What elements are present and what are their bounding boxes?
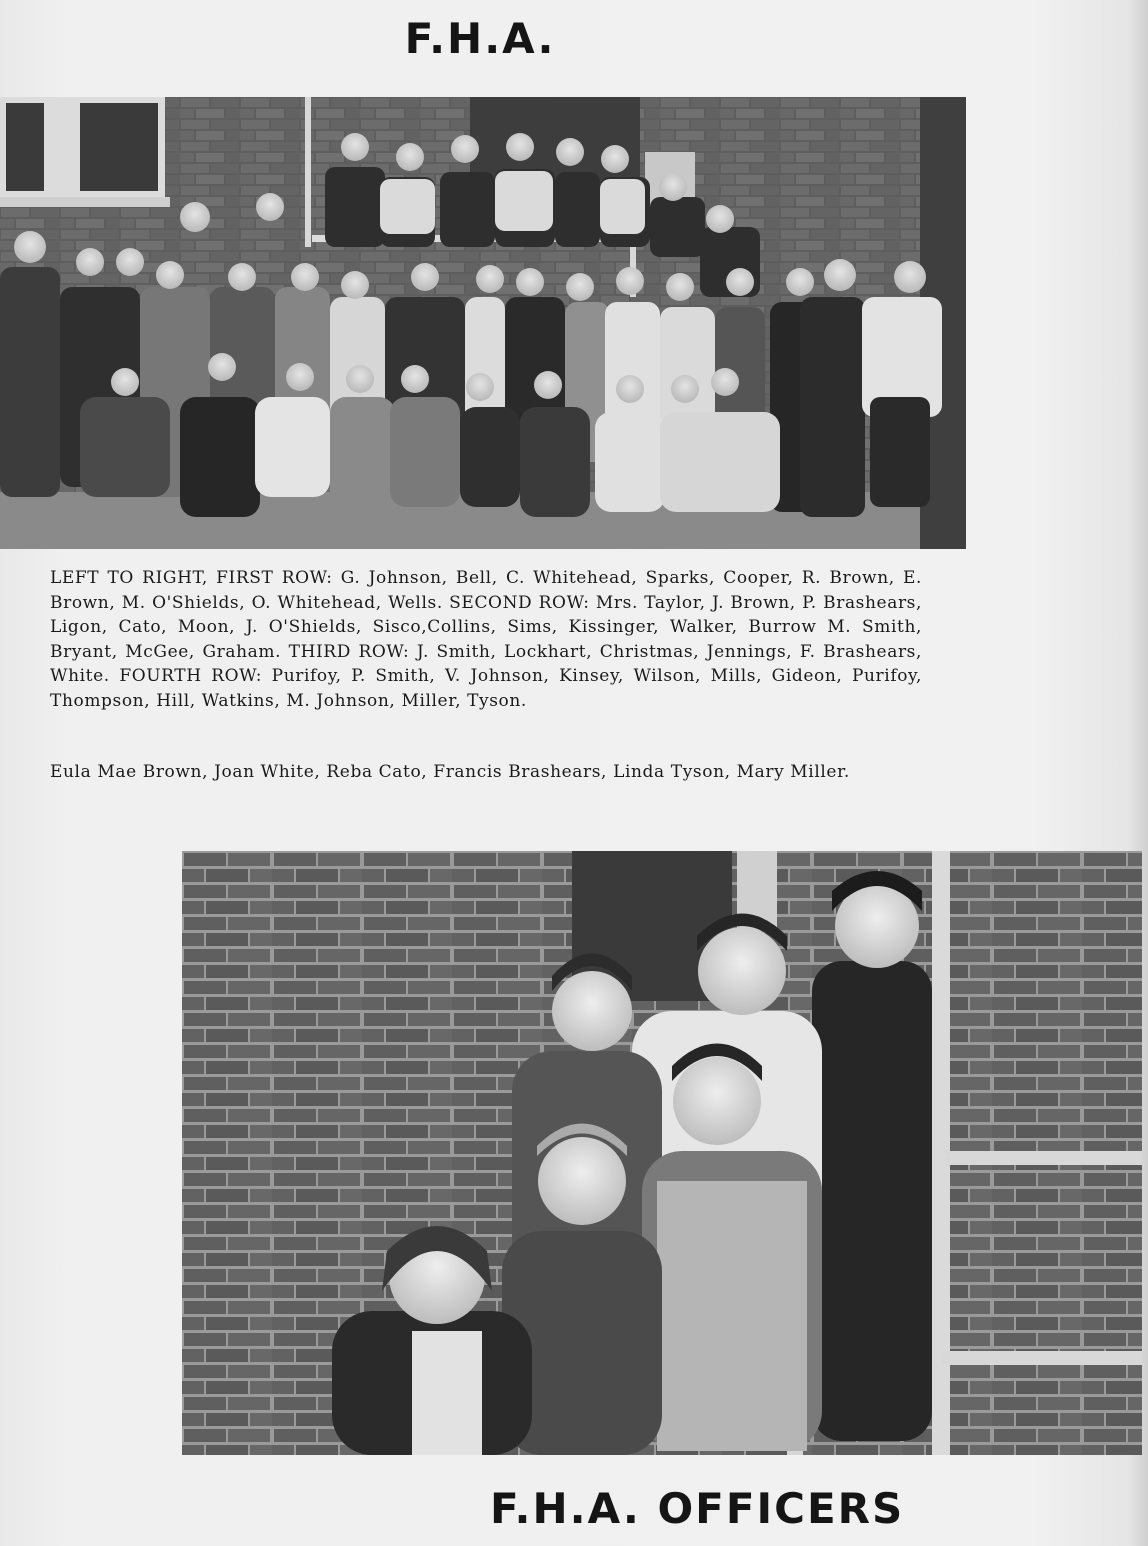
group-photo bbox=[0, 97, 966, 549]
officers-title: F.H.A. OFFICERS bbox=[490, 1484, 905, 1533]
officers-photo-image bbox=[182, 851, 1142, 1455]
officers-photo bbox=[182, 851, 1142, 1455]
group-photo-image bbox=[0, 97, 966, 549]
group-photo-caption: LEFT TO RIGHT, FIRST ROW: G. Johnson, Bell, C. Whitehead, Sparks, Cooper, R. Brown, E. Brown, M. O'Shields, O. Whitehead, Wells. SECOND ROW: Mrs. Taylor, J. Brown, P. Brashears, Ligon, Cato, Moon, J. O'Shields, Sisco,Collins, Sims, Kissinger, Walker, Burrow M. Smith, Bryant, McGee, Graham. THIRD ROW: J. Smith, Lockhart, Christmas, Jennings, F. Brashears, White. FOURTH ROW: Purifoy, P. Smith, V. Johnson, Kinsey, Wilson, Mills, Gideon, Purifoy, Thompson, Hill, Watkins, M. Johnson, Miller, Tyson. bbox=[50, 568, 922, 711]
page-title: F.H.A. bbox=[404, 14, 556, 63]
officers-caption: Eula Mae Brown, Joan White, Reba Cato, Francis Brashears, Linda Tyson, Mary Miller. bbox=[50, 762, 850, 782]
